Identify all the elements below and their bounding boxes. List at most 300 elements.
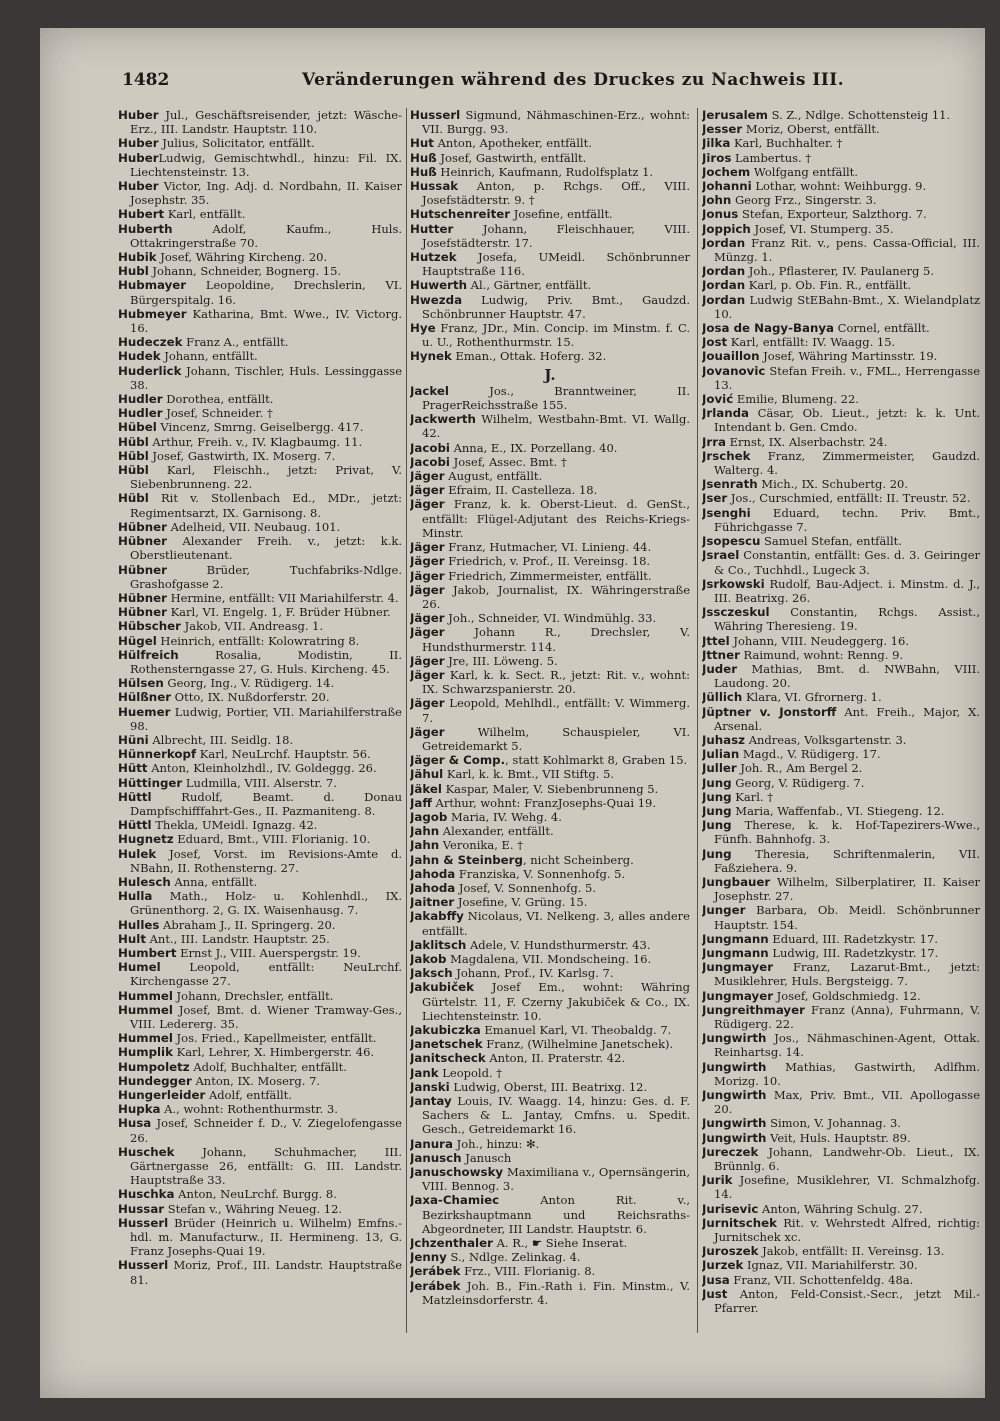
entry-name: Jank (410, 1065, 439, 1080)
directory-entry (410, 136, 690, 150)
directory-entry (702, 634, 980, 648)
entry-name: Jakubiczka (410, 1023, 481, 1037)
entry-details: Ludmilla, VIII. Alserstr. 7. (182, 775, 337, 790)
entry-details: Wolfgang entfällt. (750, 164, 858, 179)
entry-name: Jungwirth (702, 1116, 767, 1131)
entry-name: Jurisevic (702, 1201, 759, 1216)
entry-name: Hungerleider (118, 1088, 206, 1103)
entry-name: Hübner (118, 519, 167, 534)
entry-name: Juller (702, 761, 737, 776)
entry-details: Josef, Gastwirth, IX. Moserg. 7. (148, 448, 336, 463)
entry-name: Jungreithmayer (702, 1002, 805, 1017)
entry-details: Anna, E., IX. Porzellang. 40. (449, 440, 618, 455)
entry-details: Magdalena, VII. Mondscheing. 16. (446, 951, 652, 966)
entry-name: Jttner (702, 647, 740, 662)
directory-entry (118, 520, 402, 534)
entry-details: Stefan Freih. v., FML., Herrengasse 13. (714, 363, 980, 392)
directory-entry (410, 384, 690, 412)
directory-entry (410, 625, 690, 653)
directory-entry (118, 790, 402, 818)
entry-details: Jre, III. Löweng. 5. (444, 653, 558, 668)
entry-details: Lambertus. † (731, 150, 812, 165)
directory-entry (118, 1088, 402, 1102)
directory-entry (702, 449, 980, 477)
entry-details: Frz., VIII. Florianig. 8. (460, 1264, 596, 1279)
letter-heading: J. (544, 365, 556, 384)
entry-details: Julius, Solicitator, entfällt. (158, 136, 315, 151)
directory-entry (410, 1023, 690, 1037)
entry-name: Jaitner (410, 895, 455, 910)
directory-entry (702, 1202, 980, 1216)
entry-name: Juder (702, 661, 738, 676)
directory-entry (118, 1003, 402, 1031)
directory-entry (118, 435, 402, 449)
directory-entry (410, 782, 690, 796)
entry-details: Efraim, II. Castelleza. 18. (444, 483, 598, 498)
entry-name: Humbert (118, 945, 177, 960)
entry-name: Jungmann (702, 945, 769, 960)
entry-name: Jaff (410, 795, 432, 810)
entry-details: Franz Rit. v., pens. Cassa-Official, III. Münzg. 1. (714, 235, 980, 265)
entry-details: Stefan, Exporteur, Salzthorg. 7. (738, 207, 927, 222)
entry-details: Franz, k. k. Oberst-Lieut. d. GenSt., entfällt: Flügel-Adjutant des Reichs-Kriegs-Minstr. (422, 497, 690, 540)
entry-name: Hüttinger (118, 775, 183, 790)
entry-name: Jonus (702, 207, 739, 222)
directory-entry (118, 648, 402, 676)
entry-name: Jäger (410, 696, 445, 711)
entry-details: Emilie, Blumeng. 22. (733, 392, 859, 407)
entry-name: Hundegger (118, 1073, 192, 1088)
entry-name: Jakabffy (410, 909, 464, 924)
entry-details: A. R., ☛ Siehe Inserat. (492, 1236, 628, 1251)
directory-entry (410, 349, 690, 363)
entry-details: Samuel Stefan, entfällt. (760, 534, 902, 549)
entry-name: Janitscheck (410, 1051, 486, 1066)
entry-name: Jost (702, 335, 728, 350)
entry-details: Jul., Geschäftsreisender, jetzt: Wäsche-Erz., III. Landstr. Hauptstr. 110. (130, 108, 402, 137)
entry-details: Anton, IX. Moserg. 7. (191, 1073, 321, 1088)
directory-entry (702, 293, 980, 321)
directory-entry (702, 108, 980, 122)
entry-name: Joppich (702, 221, 751, 236)
entry-name: Hulles (118, 917, 160, 932)
directory-entry (118, 491, 402, 519)
entry-name: Hummel (118, 1031, 173, 1046)
directory-entry (702, 1031, 980, 1059)
directory-entry (702, 989, 980, 1003)
entry-details: Ludwig, Gemischtwhdl., hinzu: Fil. IX. Liechtensteinstr. 13. (130, 150, 402, 179)
directory-entry (702, 236, 980, 264)
entry-details: Albrecht, III. Seidlg. 18. (148, 732, 294, 747)
entry-name: Jouaillon (702, 349, 760, 364)
directory-entry (702, 193, 980, 207)
directory-entry (702, 151, 980, 165)
entry-details: Johann, Tischler, Huls. Lessinggasse 38. (130, 363, 402, 392)
directory-entry (410, 1264, 690, 1278)
entry-name: Julian (702, 747, 740, 762)
directory-entry (410, 321, 690, 349)
directory-entry (118, 207, 402, 221)
directory-entry (118, 307, 402, 335)
entry-details: Ludwig, Oberst, III. Beatrixg. 12. (449, 1079, 648, 1094)
entry-name: Jantay (410, 1094, 452, 1109)
directory-entry (118, 264, 402, 278)
entry-name: Jordan (702, 235, 746, 250)
entry-name: Hummel (118, 988, 173, 1003)
directory-entry (702, 335, 980, 349)
entry-name: Hübl (118, 448, 149, 463)
entry-name: Jerábek (410, 1278, 461, 1293)
directory-entry (118, 1258, 402, 1286)
directory-entry (118, 108, 402, 136)
entry-details: Georg, Ing., V. Rüdigerg. 14. (163, 676, 335, 691)
entry-name: Jungbauer (702, 874, 771, 889)
directory-entry (702, 264, 980, 278)
entry-details: Johann, entfällt. (160, 349, 258, 364)
directory-entry (702, 435, 980, 449)
directory-entry (410, 108, 690, 136)
entry-details: Anna, entfällt. (170, 874, 258, 889)
directory-entry (702, 1173, 980, 1201)
directory-entry (702, 364, 980, 392)
entry-name: Jäger (410, 497, 445, 512)
entry-name: Jenny (410, 1250, 447, 1265)
entry-name: Jahoda (410, 866, 456, 881)
entry-name: Hülßner (118, 690, 172, 705)
entry-details: Veit, Huls. Hauptstr. 89. (766, 1130, 911, 1145)
column-divider (406, 108, 407, 1333)
entry-details: Johann, Schuhmacher, III. Gärtnergasse 26, entfällt: G. III. Landstr. Hauptstraße 33. (130, 1144, 402, 1188)
entry-details: Alexander, entfällt. (439, 824, 554, 839)
directory-entry (118, 747, 402, 761)
entry-name: Jović (702, 392, 734, 407)
entry-details: Josef, Schneider f. D., V. Ziegelofengasse 26. (130, 1116, 402, 1145)
entry-details: Heinrich, Kaufmann, Rudolfsplatz 1. (436, 164, 654, 179)
entry-details: Franz, JDr., Min. Concip. im Minstm. f. C. u. U., Rothenthurmstr. 15. (422, 321, 690, 350)
directory-entry (118, 335, 402, 349)
directory-entry (702, 804, 980, 818)
entry-name: Jsenghi (702, 505, 751, 520)
entry-name: Hubik (118, 250, 157, 265)
directory-entry (118, 1145, 402, 1188)
entry-details: Johann, VIII. Neudeggerg. 16. (729, 633, 909, 648)
directory-entry (410, 293, 690, 321)
entry-name: Humplik (118, 1045, 173, 1060)
directory-entry (410, 1236, 690, 1250)
entry-name: Jaksch (410, 966, 453, 981)
entry-name: Jäger (410, 625, 445, 640)
directory-entry (702, 1145, 980, 1173)
entry-details: Moriz, Prof., III. Landstr. Hauptstraße 81. (130, 1258, 402, 1287)
directory-entry (118, 151, 402, 179)
entry-name: Hudek (118, 349, 161, 364)
directory-entry (702, 222, 980, 236)
directory-entry (702, 605, 980, 633)
entry-name: Humpoletz (118, 1059, 190, 1074)
entry-name: Hummel (118, 1002, 173, 1017)
directory-entry (118, 776, 402, 790)
directory-entry (702, 790, 980, 804)
directory-entry (410, 838, 690, 852)
directory-entry (410, 895, 690, 909)
entry-details: Brüder (Heinrich u. Wilhelm) Emfns.-hdl. m. Manufacturw., II. Hermineng. 13, G. Franz Josephs-Quai 19. (130, 1215, 402, 1259)
entry-details: Johann, Drechsler, entfällt. (172, 988, 334, 1003)
entry-details: Arthur, wohnt: FranzJosephs-Quai 19. (431, 795, 656, 810)
directory-entry (118, 179, 402, 207)
entry-name: Jungmann (702, 931, 769, 946)
entry-details: Josef, Währing Martinsstr. 19. (759, 349, 938, 364)
directory-entry (702, 1273, 980, 1287)
entry-details: Abraham J., II. Springerg. 20. (159, 917, 336, 932)
entry-details: Anton, Feld-Consist.-Secr., jetzt Mil.-Pfarrer. (714, 1286, 980, 1316)
entry-details: Cornel, entfällt. (834, 321, 930, 336)
entry-details: Maria, IV. Wehg. 4. (447, 809, 562, 824)
entry-details: Ant. Freih., Major, X. Arsenal. (714, 704, 980, 733)
directory-entry (410, 881, 690, 895)
entry-name: Huber (118, 179, 159, 194)
page-number: 1482 (122, 70, 170, 90)
entry-details: Adolf, Buchhalter, entfällt. (189, 1059, 347, 1074)
entry-name: Hynek (410, 349, 452, 364)
page-title: Veränderungen während des Druckes zu Nachweis III. (302, 70, 845, 90)
column-left (118, 108, 402, 1338)
entry-details: A., wohnt: Rothenthurmstr. 3. (160, 1102, 338, 1117)
directory-entry (702, 349, 980, 363)
entry-name: Jung (702, 803, 732, 818)
directory-entry (118, 918, 402, 932)
entry-name: Huß (410, 150, 437, 165)
directory-entry (410, 1051, 690, 1065)
directory-entry (702, 1216, 980, 1244)
directory-entry (410, 165, 690, 179)
entry-details: Franz, Zimmermeister, Gaudzd. Walterg. 4. (714, 448, 980, 478)
entry-details: Otto, IX. Nußdorferstr. 20. (171, 690, 330, 705)
entry-name: Januschowsky (410, 1165, 504, 1180)
entry-details: Adelheid, VII. Neubaug. 101. (166, 519, 341, 534)
entry-details: Johann, Schneider, Bognerg. 15. (148, 264, 342, 279)
directory-entry (410, 952, 690, 966)
entry-details: Constantin, Rchgs. Assist., Währing Theresieng. 19. (714, 605, 980, 634)
entry-details: Karl, VI. Engelg. 1, F. Brüder Hübner. (166, 605, 391, 620)
directory-entry (118, 733, 402, 747)
directory-entry (118, 946, 402, 960)
directory-entry (118, 847, 402, 875)
directory-entry (118, 449, 402, 463)
directory-entry (702, 1287, 980, 1315)
entry-details: Simon, V. Johannag. 3. (766, 1116, 901, 1131)
entry-name: Hübscher (118, 619, 181, 634)
entry-name: Hudler (118, 406, 163, 421)
directory-entry (410, 583, 690, 611)
entry-details: Josefine, V. Grüng. 15. (454, 895, 588, 910)
entry-name: Hult (118, 931, 146, 946)
directory-entry (410, 1066, 690, 1080)
directory-entry (410, 1037, 690, 1051)
entry-details: Arthur, Freih. v., IV. Klagbaumg. 11. (148, 434, 363, 449)
entry-name: Jovanovic (702, 363, 766, 378)
directory-entry (702, 207, 980, 221)
directory-entry (410, 696, 690, 724)
directory-entry (702, 278, 980, 292)
entry-details: Josefa, UMeidl. Schönbrunner Hauptstraße 116. (422, 250, 690, 279)
entry-name: Hussak (410, 179, 459, 194)
directory-entry (702, 321, 980, 335)
entry-name: Juroszek (702, 1244, 759, 1259)
directory-entry (702, 1003, 980, 1031)
entry-details: Therese, k. k. Hof-Tapezirers-Wwe., Fünfh. Bahnhofg. 3. (714, 818, 980, 847)
directory-entry (410, 554, 690, 568)
entry-details: Ludwig, III. Radetzkystr. 17. (768, 945, 939, 960)
entry-details: Rit v. Stollenbach Ed., MDr., jetzt: Regimentsarzt, IX. Garnisong. 8. (130, 491, 402, 520)
directory-entry (410, 151, 690, 165)
entry-details: Veronika, E. † (439, 838, 523, 853)
entry-details: Josef Em., wohnt: Währing Gürtelstr. 11, F. Czerny Jakubiček & Co., IX. Liechtensteinstr. 10. (422, 980, 690, 1023)
entry-details: Franz, VII. Schottenfeldg. 48a. (729, 1272, 914, 1287)
entry-name: Jser (702, 491, 728, 506)
directory-entry (702, 1060, 980, 1088)
entry-details: Magd., V. Rüdigerg. 17. (739, 747, 881, 762)
entry-details: Stefan v., Währing Neueg. 12. (164, 1201, 343, 1216)
directory-entry (702, 534, 980, 548)
directory-entry (702, 406, 980, 434)
directory-entry (410, 1279, 690, 1307)
entry-name: Jung (702, 818, 732, 833)
directory-entry (702, 491, 980, 505)
entry-name: Hut (410, 136, 434, 151)
entry-details: Josef, Goldschmiedg. 12. (773, 988, 921, 1003)
entry-details: Rudolf, Beamt. d. Donau Dampfschifffahrt-Ges., II. Pazmaniteng. 8. (130, 789, 402, 818)
entry-details: Adele, V. Hundsthurmerstr. 43. (466, 937, 651, 952)
directory-entry (118, 960, 402, 988)
column-middle (410, 108, 690, 1338)
entry-details: Jos., Curschmied, entfällt: II. Treustr. 52. (727, 491, 971, 506)
directory-entry (118, 222, 402, 250)
entry-details: Dorothea, entfällt. (162, 392, 274, 407)
entry-details: Katharina, Bmt. Wwe., IV. Victorg. 16. (130, 306, 402, 336)
directory-entry (118, 278, 402, 306)
directory-entry (702, 690, 980, 704)
entry-details: Eduard, Bmt., VIII. Florianig. 10. (173, 832, 371, 847)
directory-entry (702, 165, 980, 179)
entry-details: Karl, NeuLrchf. Hauptstr. 56. (196, 747, 371, 762)
entry-details: Johann R., Drechsler, V. Hundsthurmerstr. 114. (422, 625, 690, 654)
entry-name: Hübel (118, 420, 157, 435)
entry-name: Hulesch (118, 874, 171, 889)
entry-name: Huwerth (410, 278, 468, 293)
entry-details: Joh. R., Am Bergel 2. (736, 761, 863, 776)
entry-name: Huber (118, 108, 159, 122)
directory-entry (410, 540, 690, 554)
entry-name: Jahoda (410, 880, 456, 895)
directory-entry (118, 761, 402, 775)
entry-details: Adolf, entfällt. (205, 1088, 292, 1103)
entry-details: Wilhelm, Schauspieler, VI. Getreidemarkt 5. (422, 724, 690, 753)
entry-name: Jäger (410, 469, 445, 484)
entry-details: Joh., Schneider, VI. Windmühlg. 33. (444, 611, 657, 626)
entry-name: Jordan (702, 264, 746, 279)
entry-details: Mich., IX. Schubertg. 20. (757, 477, 908, 492)
entry-details: Johann, Fleischhauer, VIII. Josefstädterstr. 17. (422, 221, 690, 250)
directory-entry (410, 569, 690, 583)
entry-details: Klara, VI. Gfrornerg. 1. (742, 690, 882, 705)
entry-details: Josef, Schneider. † (162, 406, 273, 421)
entry-details: Georg Frz., Singerstr. 3. (731, 193, 877, 208)
entry-name: Jurnitschek (702, 1215, 777, 1230)
directory-entry (410, 1193, 690, 1236)
directory-entry (410, 1094, 690, 1137)
entry-details: Ernst J., VIII. Auerspergstr. 19. (176, 945, 361, 960)
entry-details: Ludwig, Priv. Bmt., Gaudzd. Schönbrunner Hauptstr. 47. (422, 292, 690, 321)
entry-name: Jrlanda (702, 406, 750, 421)
entry-details: Ant., III. Landstr. Hauptstr. 25. (145, 931, 330, 946)
directory-entry (410, 725, 690, 753)
directory-entry (702, 932, 980, 946)
directory-entry (410, 441, 690, 455)
directory-entry (410, 909, 690, 937)
directory-entry (410, 1080, 690, 1094)
entry-name: Janusch (410, 1150, 462, 1165)
entry-details: , statt Kohlmarkt 8, Graben 15. (505, 753, 688, 768)
entry-details: Josefine, Musiklehrer, VI. Schmalzhofg. 14. (714, 1173, 980, 1202)
entry-name: Jordan (702, 292, 746, 307)
directory-entry (410, 796, 690, 810)
entry-details: Karl. † (731, 789, 773, 804)
entry-name: Jüptner v. Jonstorff (702, 704, 837, 719)
entry-details: Rosalia, Modistin, II. Rothensterngasse 27, G. Huls. Kircheng. 45. (130, 647, 402, 676)
entry-name: Jäkel (410, 781, 442, 796)
entry-details: Karl, Fleischh., jetzt: Privat, V. Siebenbrunneng. 22. (130, 463, 402, 492)
entry-details: Raimund, wohnt: Renng. 9. (739, 647, 904, 662)
entry-details: Anton, Währing Schulg. 27. (758, 1201, 923, 1216)
directory-entry (118, 420, 402, 434)
entry-name: Hubl (118, 264, 149, 279)
directory-entry (118, 250, 402, 264)
directory-entry (702, 506, 980, 534)
entry-name: Jsrkowski (702, 576, 765, 591)
entry-name: Jusa (702, 1272, 730, 1287)
entry-details: Anton, p. Rchgs. Off., VIII. Josefstädterstr. 9. † (422, 179, 690, 208)
entry-details: Maria, Waffenfab., VI. Stiegeng. 12. (731, 803, 945, 818)
entry-name: Hussar (118, 1201, 165, 1216)
entry-name: Junger (702, 903, 746, 918)
entry-name: Hubmayer (118, 278, 187, 293)
directory-entry (702, 548, 980, 576)
directory-entry (410, 1151, 690, 1165)
entry-details: Anton, NeuLrchf. Burgg. 8. (174, 1187, 337, 1202)
entry-name: Jäger (410, 540, 445, 555)
entry-details: Josefine, entfällt. (510, 207, 613, 222)
entry-details: Nicolaus, VI. Nelkeng. 3, alles andere entfällt. (422, 909, 690, 938)
entry-details: Louis, IV. Waagg. 14, hinzu: Ges. d. F. Sachers & L. Jantay, Cmfns. u. Spedit. Gesch., Getreidemarkt 16. (422, 1094, 690, 1137)
entry-name: Jilka (702, 136, 731, 151)
entry-name: Janetschek (410, 1037, 483, 1052)
directory-entry (410, 654, 690, 668)
entry-details: Brüder, Tuchfabriks-Ndlge. Grashofgasse 2. (130, 562, 402, 591)
entry-name: Huberth (118, 221, 173, 236)
directory-entry (410, 938, 690, 952)
entry-details: August, entfällt. (444, 469, 543, 484)
directory-entry (702, 1131, 980, 1145)
entry-name: Hubmeyer (118, 306, 187, 321)
entry-name: Jungmayer (702, 988, 774, 1003)
entry-details: Andreas, Volksgartenstr. 3. (745, 732, 907, 747)
entry-name: Hudler (118, 392, 163, 407)
entry-details: Karl, k. k. Sect. R., jetzt: Rit. v., wohnt: IX. Schwarzspanierstr. 20. (422, 667, 690, 697)
directory-entry (118, 634, 402, 648)
entry-details: Johann, Landwehr-Ob. Lieut., IX. Brünnlg. 6. (714, 1144, 980, 1174)
entry-details: Josef, Bmt. d. Wiener Tramway-Ges., VIII. Ledererg. 35. (130, 1002, 402, 1031)
directory-entry (118, 1116, 402, 1144)
